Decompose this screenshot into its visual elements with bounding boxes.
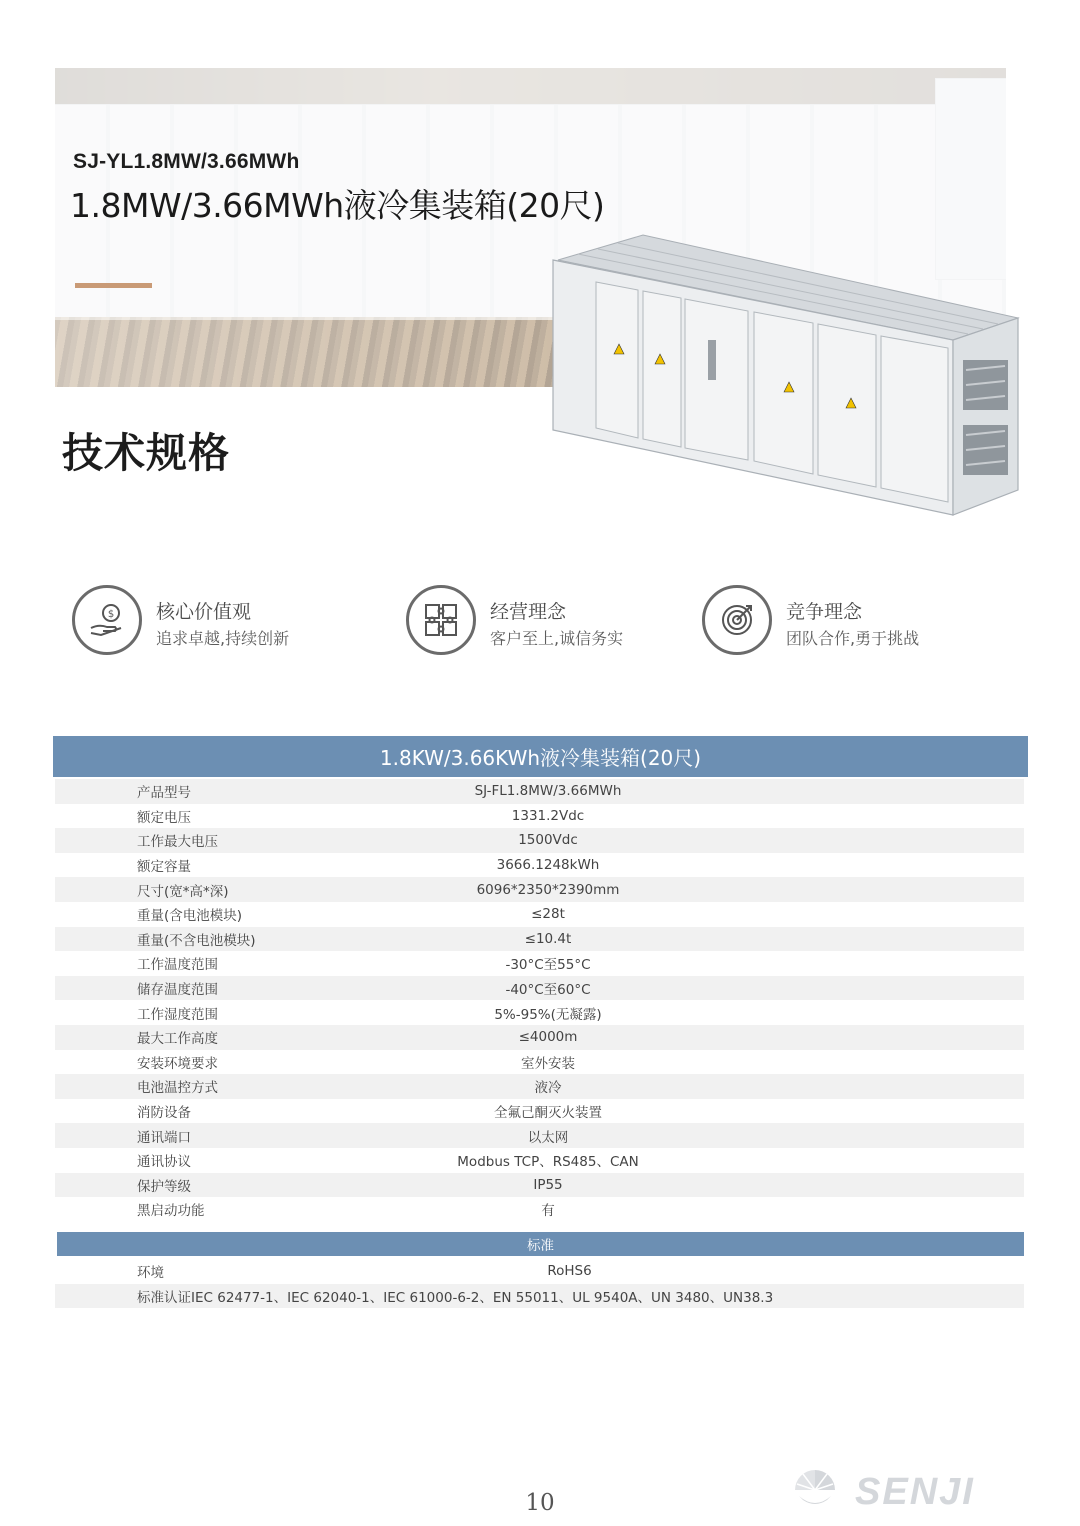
table-row: [55, 877, 1024, 902]
row-key: 工作湿度范围: [137, 1006, 218, 1023]
table-row: [55, 779, 1024, 804]
row-key: 重量(含电池模块): [137, 908, 243, 925]
row-key: 消防设备: [137, 1105, 191, 1122]
row-value: Modbus TCP、RS485、CAN: [457, 1154, 639, 1171]
table-row: [55, 1148, 1024, 1173]
value-subtitle: 追求卓越,持续创新: [156, 629, 290, 648]
table-row: [55, 902, 1024, 927]
table-row: [55, 1259, 1024, 1284]
value-title: 经营理念: [490, 601, 567, 623]
row-value: 室外安装: [521, 1055, 575, 1072]
row-key: 环境: [137, 1265, 164, 1282]
row-value: -30°C至55°C: [505, 957, 591, 974]
container-product-image: [548, 230, 1023, 520]
table-row: [55, 1000, 1024, 1025]
value-subtitle: 团队合作,勇于挑战: [786, 629, 920, 648]
table-row: [55, 804, 1024, 829]
page-number: 10: [525, 1490, 555, 1516]
table-row: [55, 1099, 1024, 1124]
table-row: [55, 976, 1024, 1001]
row-key: 通讯端口: [137, 1129, 191, 1146]
row-key: 标准认证: [137, 1289, 191, 1306]
product-title: 1.8MW/3.66MWh液冷集装箱(20尺): [70, 186, 605, 225]
row-value: RoHS6: [547, 1263, 592, 1280]
row-value: 5%-95%(无凝露): [494, 1006, 602, 1023]
value-card-core-values: [72, 585, 362, 661]
target-icon: [702, 585, 772, 655]
row-key: 工作最大电压: [137, 834, 218, 851]
value-card-competition-philosophy: [702, 585, 992, 661]
value-title: 竞争理念: [786, 601, 863, 623]
spec-table: [55, 779, 1024, 1222]
table-row: [55, 1050, 1024, 1075]
value-title: 核心价值观: [156, 601, 252, 623]
row-key: 安装环境要求: [137, 1055, 218, 1072]
row-key: 黑启动功能: [137, 1203, 205, 1220]
row-key: 额定容量: [137, 859, 191, 876]
svg-text:$: $: [107, 609, 115, 620]
model-code: SJ-YL1.8MW/3.66MWh: [73, 150, 300, 173]
row-value: ≤28t: [531, 906, 565, 923]
table-row: [55, 828, 1024, 853]
standards-table: [55, 1259, 1024, 1308]
brand-logo: [793, 1466, 1021, 1512]
brand-logo-wordmark: SENJI: [855, 1471, 975, 1512]
row-value: 6096*2350*2390mm: [476, 881, 620, 898]
row-value: IEC 62477-1、IEC 62040-1、IEC 61000-6-2、EN 55011、UL 9540A、UN 3480、UN38.3: [191, 1289, 774, 1306]
table-row: [55, 1074, 1024, 1099]
row-key: 保护等级: [137, 1178, 191, 1195]
row-value: ≤4000m: [518, 1029, 578, 1046]
standards-subheader: 标准: [57, 1232, 1024, 1256]
row-key: 重量(不含电池模块): [137, 932, 256, 949]
row-value: 1500Vdc: [518, 832, 578, 849]
puzzle-icon: [406, 585, 476, 655]
row-key: 额定电压: [137, 809, 191, 826]
row-value: 有: [541, 1203, 555, 1220]
table-row: [55, 951, 1024, 976]
table-row: [55, 1197, 1024, 1222]
row-key: 储存温度范围: [137, 982, 218, 999]
table-row: [55, 853, 1024, 878]
table-row: [55, 1123, 1024, 1148]
row-key: 产品型号: [137, 785, 191, 802]
table-row: [55, 927, 1024, 952]
title-accent-bar: [75, 283, 152, 288]
section-heading: 技术规格: [62, 429, 230, 477]
table-row: [55, 1025, 1024, 1050]
row-key: 工作温度范围: [137, 957, 218, 974]
value-card-business-philosophy: [406, 585, 696, 661]
row-value: SJ-FL1.8MW/3.66MWh: [474, 783, 622, 800]
table-row: [55, 1173, 1024, 1198]
row-value: 3666.1248kWh: [496, 857, 600, 874]
row-key: 尺寸(宽*高*深): [137, 883, 229, 900]
row-key: 最大工作高度: [137, 1031, 218, 1048]
row-key: 通讯协议: [137, 1154, 191, 1171]
row-value: 1331.2Vdc: [511, 807, 585, 824]
money-hand-icon: [72, 585, 142, 655]
table-row: [55, 1284, 1024, 1309]
row-value: -40°C至60°C: [505, 982, 591, 999]
row-value: 以太网: [527, 1129, 569, 1146]
row-value: IP55: [533, 1176, 563, 1193]
value-subtitle: 客户至上,诚信务实: [490, 629, 624, 648]
row-value: 全氟己酮灭火装置: [494, 1105, 602, 1122]
row-value: ≤10.4t: [524, 930, 572, 947]
spec-table-title: 1.8KW/3.66KWh液冷集装箱(20尺): [53, 736, 1028, 777]
row-key: 电池温控方式: [137, 1080, 218, 1097]
row-value: 液冷: [534, 1080, 562, 1097]
